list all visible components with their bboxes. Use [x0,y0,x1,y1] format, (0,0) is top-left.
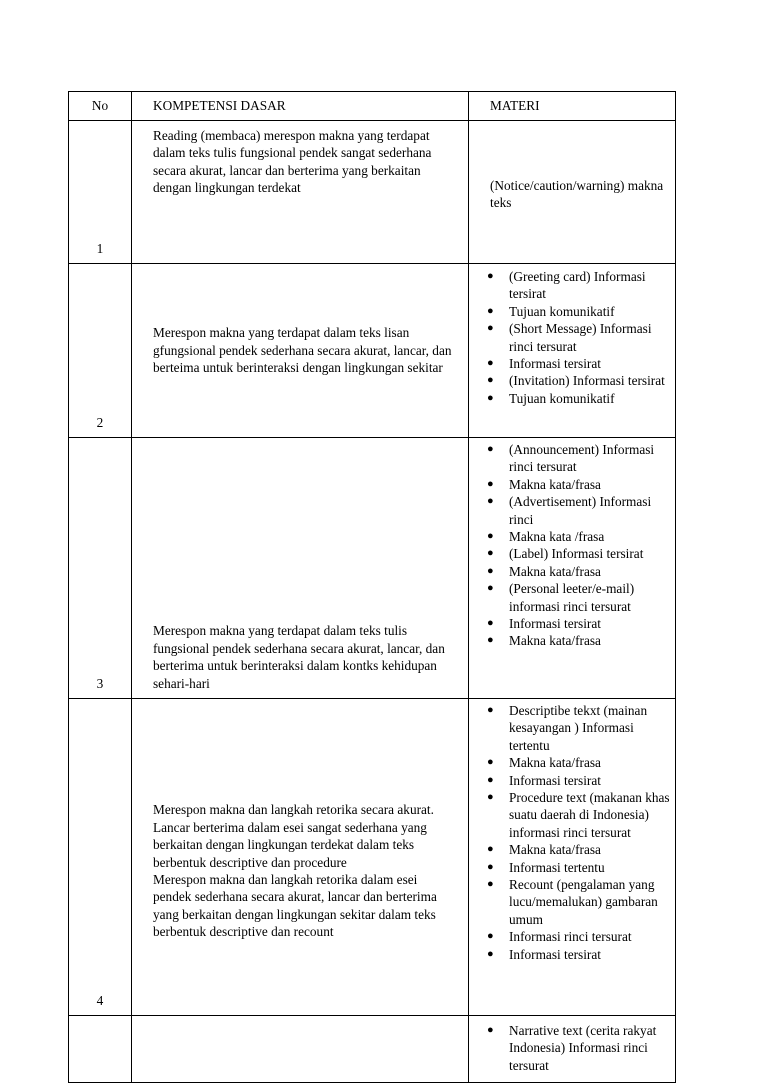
row-number: 1 [69,121,132,264]
list-item: ● (Greeting card) Informasi tersirat [487,269,646,302]
row-number [69,1016,132,1083]
bullet-icon: ● [487,564,494,577]
list-item: ● (Personal leeter/e-mail) informasi rinci tersurat [487,581,635,614]
bullet-icon: ● [487,773,494,786]
bullet-icon: ● [487,930,494,943]
kompetensi-cell [132,438,469,699]
table-row [69,699,676,1016]
bullet-icon: ● [487,477,494,490]
materi-list [487,1022,671,1074]
bullet-icon: ● [487,634,494,647]
bullet-icon: ● [487,704,494,716]
bullet-icon: ● [487,860,494,873]
list-item: ● Informasi tertentu [487,859,605,875]
list-item: ● Narrative text (cerita rakyat Indonesia) Informasi rinci tersurat [487,1023,657,1073]
bullet-icon: ● [487,582,494,595]
bullet-icon: ● [487,947,494,960]
kompetensi-text: Merespon makna yang terdapat dalam teks tulis fungsional pendek sederhana secara akurat, lancar, dan berterima untuk berinteraksi dalam kontks kehidupan sehari-hari [153,623,445,691]
table-row [69,121,676,264]
kompetensi-cell [132,699,469,1016]
bullet-icon: ● [487,391,494,404]
list-item: ● Tujuan komunikatif [487,303,615,319]
table-row [69,1016,676,1083]
list-item: ● (Invitation) Informasi tersirat [487,373,665,389]
materi-cell [469,1016,676,1083]
bullet-icon: ● [487,322,494,335]
table-row [69,264,676,438]
list-item: ● Makna kata/frasa [487,476,601,492]
kompetensi-text: Merespon makna dan langkah retorika dalam esei pendek sederhana secara akurat, lancar dan berterima yang berkaitan dengan lingkungan sekitar dalam teks berbentuk descriptive dan recount [153,872,437,940]
list-item: ● Recount (pengalaman yang lucu/memalukan) gambaran umum [487,877,658,927]
list-item: ● Makna kata /frasa [487,529,605,545]
kompetensi-cell [132,1016,469,1083]
list-item: ● Makna kata/frasa [487,755,601,771]
kompetensi-text: Merespon makna yang terdapat dalam teks lisan gfungsional pendek sederhana secara akurat, lancar, dan berteima untuk berinteraksi dengan lingkungan sekitar [153,325,452,376]
kompetensi-cell [132,264,469,438]
list-item: ● (Advertisement) Informasi rinci [487,494,652,527]
list-item: ● Tujuan komunikatif [487,390,615,406]
materi-list [487,702,671,963]
bullet-icon: ● [487,357,494,370]
list-item: ● Descriptibe tekxt (mainan kesayangan ) Informasi tertentu [487,703,648,753]
bullet-icon: ● [487,791,494,804]
bullet-icon: ● [487,443,494,455]
row-number: 2 [69,264,132,438]
bullet-icon: ● [487,617,494,630]
materi-list [487,268,671,407]
table-header-row [69,92,676,121]
bullet-icon: ● [487,304,494,317]
header-no: No [69,92,132,121]
list-item: ● Informasi tersirat [487,946,601,962]
materi-cell [469,121,676,264]
list-item: ● (Short Message) Informasi rinci tersurat [487,321,652,354]
materi-cell [469,699,676,1016]
bullet-icon: ● [487,530,494,543]
list-item: ● Procedure text (makanan khas suatu daerah di Indonesia) informasi rinci tersurat [487,790,670,840]
header-kompetensi: KOMPETENSI DASAR [132,92,469,121]
list-item: ● Informasi rinci tersurat [487,929,632,945]
list-item: ● Informasi tersirat [487,356,601,372]
materi-text: (Notice/caution/warning) makna teks [490,177,664,210]
list-item: ● Makna kata/frasa [487,563,601,579]
list-item: ● Informasi tersirat [487,616,601,632]
materi-cell [469,264,676,438]
bullet-icon: ● [487,843,494,856]
bullet-icon: ● [487,1024,494,1036]
kompetensi-text: Reading (membaca) merespon makna yang terdapat dalam teks tulis fungsional pendek sangat sederhana secara akurat, lancar dan berterima yang berkaitan dengan lingkungan terdekat [153,128,432,196]
list-item: ● Informasi tersirat [487,772,601,788]
list-item: ● (Label) Informasi tersirat [487,546,644,562]
row-number: 3 [69,438,132,699]
kompetensi-cell [132,121,469,264]
bullet-icon: ● [487,374,494,387]
bullet-icon: ● [487,495,494,508]
competency-table [68,91,676,1083]
bullet-icon: ● [487,878,494,891]
kompetensi-text: Merespon makna dan langkah retorika secara akurat. Lancar berterima dalam esei sangat sederhana yang berkaitan dengan lingkungan terdekat dalam teks berbentuk descriptive dan procedure [153,802,434,870]
table-row [69,438,676,699]
list-item: ● Makna kata/frasa [487,842,601,858]
materi-list [487,441,671,650]
materi-cell [469,438,676,699]
bullet-icon: ● [487,756,494,769]
list-item: ● Makna kata/frasa [487,633,601,649]
row-number: 4 [69,699,132,1016]
bullet-icon: ● [487,270,494,282]
list-item: ● (Announcement) Informasi rinci tersurat [487,442,655,475]
header-materi: MATERI [469,92,676,121]
bullet-icon: ● [487,547,494,560]
